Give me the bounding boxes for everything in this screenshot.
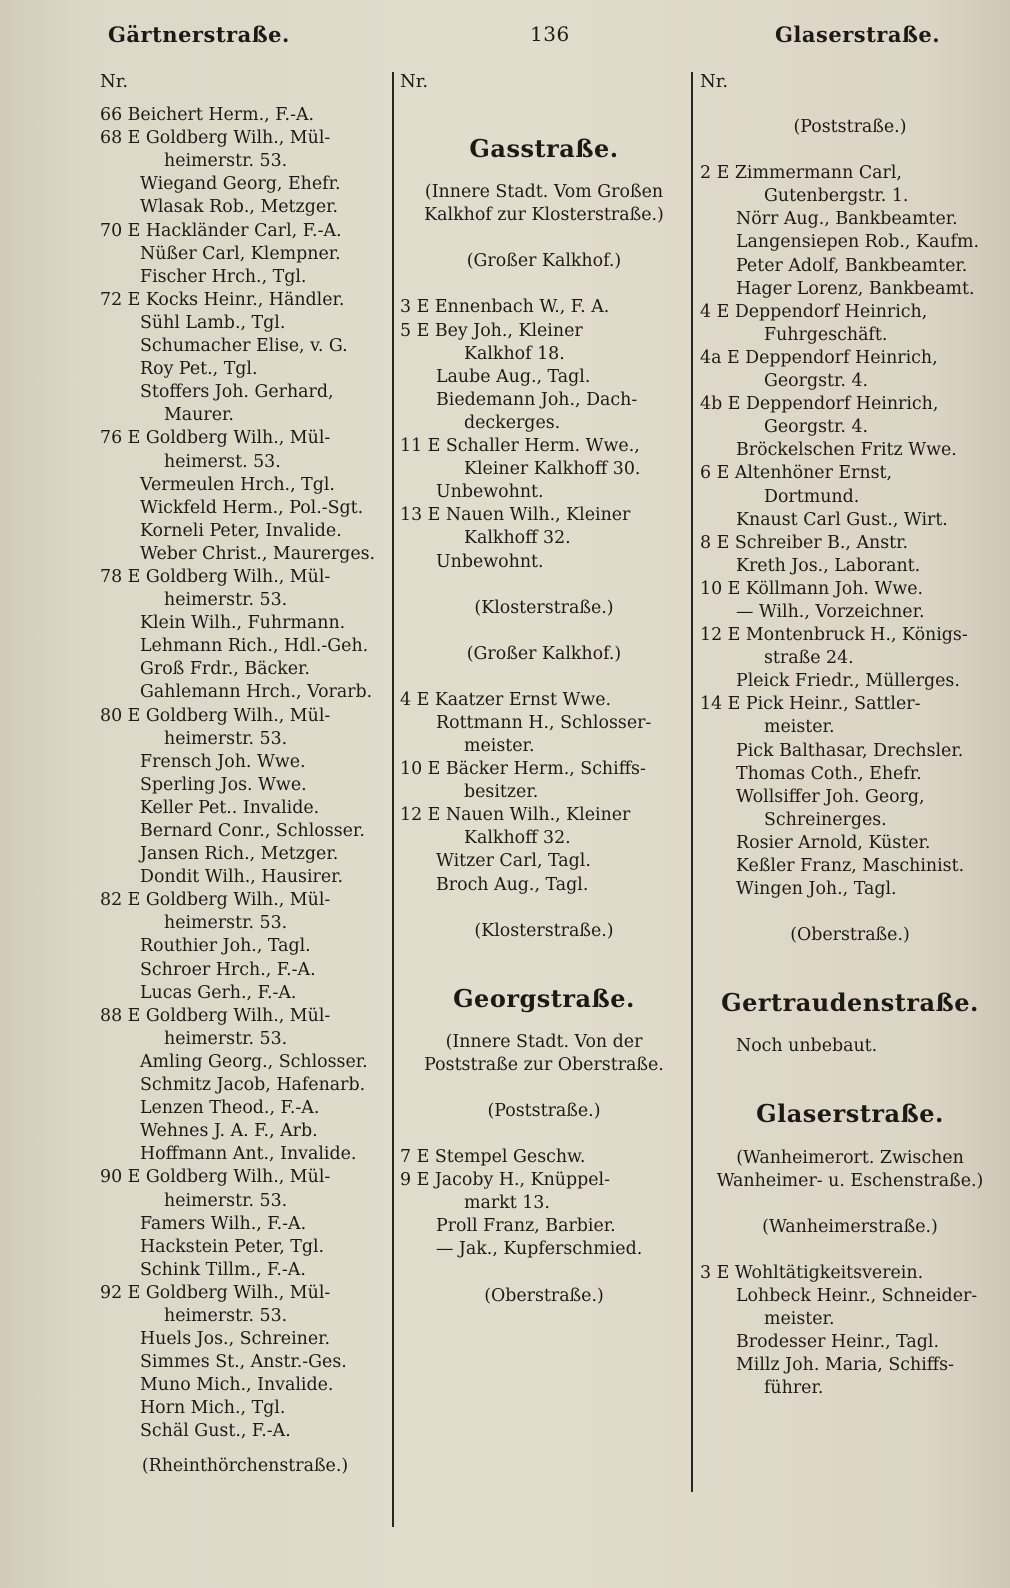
running-header-right: Glaserstraße. [775,22,941,47]
list-item: Schroer Hrch., F.-A. [140,959,316,980]
list-item: 12 E Nauen Wilh., Kleiner [400,805,631,826]
list-item: 12 E Montenbruck H., Königs- [700,625,968,646]
list-item: 13 E Nauen Wilh., Kleiner [400,505,631,526]
list-item: 10 E Bäcker Herm., Schiffs- [400,759,646,780]
list-item: Dondit Wilh., Hausirer. [140,867,344,888]
street-description: (Innere Stadt. Vom Großen [424,182,664,203]
column-divider [691,72,693,1492]
list-item: Rottmann H., Schlosser- [436,712,652,733]
list-item: heimerstr. 53. [164,151,288,172]
list-item: 4 E Deppendorf Heinrich, [700,301,928,322]
list-item: Kreth Jos., Laborant. [736,555,921,576]
list-item: 3 E Ennenbach W., F. A. [400,297,610,318]
street-heading: Glaserstraße. [756,1099,944,1129]
list-item: Biedemann Joh., Dach- [436,389,638,410]
list-item: Simmes St., Anstr.-Ges. [140,1352,347,1373]
list-item: führer. [764,1378,824,1399]
list-item: 72 E Kocks Heinr., Händler. [100,289,345,310]
list-item: Schink Tillm., F.-A. [140,1259,306,1280]
street-heading: Georgstraße. [453,983,635,1013]
nr-label: Nr. [100,71,129,92]
list-item: 78 E Goldberg Wilh., Mül- [100,566,331,587]
list-item: deckerges. [464,412,561,433]
column-divider [392,72,394,1527]
list-item: Millz Joh. Maria, Schiffs- [736,1355,954,1376]
street-description: Wanheimer- u. Eschenstraße.) [716,1170,984,1191]
list-item: Amling Georg., Schlosser. [140,1051,368,1072]
list-item: Wickfeld Herm., Pol.-Sgt. [140,497,364,518]
list-item: Schmitz Jacob, Hafenarb. [140,1075,366,1096]
list-item: Lucas Gerh., F.-A. [140,982,297,1003]
list-item: Routhier Joh., Tagl. [140,936,311,957]
list-item: Broch Aug., Tagl. [436,874,589,895]
page-number: 136 [530,22,570,46]
list-item: Nörr Aug., Bankbeamter. [736,209,958,230]
list-item: 4 E Kaatzer Ernst Wwe. [400,689,612,710]
cross-street: (Oberstraße.) [484,1285,604,1306]
list-item: Schreinerges. [764,809,887,830]
list-item: Wollsiffer Joh. Georg, [736,786,925,807]
list-item: 11 E Schaller Herm. Wwe., [400,436,640,457]
list-item: Witzer Carl, Tagl. [436,851,591,872]
cross-street: (Klosterstraße.) [474,597,614,618]
list-item: 4b E Deppendorf Heinrich, [700,394,939,415]
street-description: Poststraße zur Oberstraße. [424,1054,664,1075]
list-item: Maurer. [164,405,234,426]
list-item: markt 13. [464,1193,550,1214]
list-item: 3 E Wohltätigkeitsverein. [700,1262,924,1283]
list-item: straße 24. [764,648,854,669]
list-item: Hager Lorenz, Bankbeamt. [736,278,975,299]
list-item: Keller Pet.. Invalide. [140,797,320,818]
list-item: Jansen Rich., Metzger. [140,844,339,865]
nr-label: Nr. [700,71,729,92]
nr-label: Nr. [400,71,429,92]
list-item: 10 E Köllmann Joh. Wwe. [700,578,924,599]
list-item: Keßler Franz, Maschinist. [736,856,965,876]
cross-street: (Poststraße.) [487,1101,601,1121]
list-item: heimerstr. 53. [164,1190,288,1211]
list-item: Fuhrgeschäft. [764,324,888,345]
list-item: Nüßer Carl, Klempner. [140,243,341,264]
list-item: besitzer. [464,782,539,803]
list-item: Bernard Conr., Schlosser. [140,821,365,841]
list-item: Sühl Lamb., Tgl. [140,312,286,333]
street-heading: Gasstraße. [469,134,619,164]
list-item: Laube Aug., Tagl. [436,366,591,387]
list-item: Gutenbergstr. 1. [764,186,909,207]
street-description: (Wanheimerort. Zwischen [736,1147,964,1168]
list-item: meister. [764,717,835,738]
list-item: Gahlemann Hrch., Vorarb. [140,682,373,703]
cross-street: (Rheinthörchenstraße.) [141,1455,349,1476]
list-item: Famers Wilh., F.-A. [140,1213,307,1234]
list-item: Wingen Joh., Tagl. [736,879,897,900]
list-item: heimerstr. 53. [164,913,288,934]
list-item: 66 Beichert Herm., F.-A. [100,105,315,126]
list-item: Peter Adolf, Bankbeamter. [736,255,968,276]
list-item: Lenzen Theod., F.-A. [140,1098,320,1119]
cross-street: (Großer Kalkhof.) [466,643,622,664]
list-item: heimerstr. 53. [164,1028,288,1049]
list-item: Wehnes J. A. F., Arb. [140,1121,318,1142]
list-item: Lohbeck Heinr., Schneider- [736,1285,978,1306]
list-item: Pick Balthasar, Drechsler. [736,740,964,761]
list-item: heimerstr. 53. [164,728,288,749]
street-heading: Gertraudenstraße. [721,988,979,1018]
list-item: 76 E Goldberg Wilh., Mül- [100,428,331,449]
list-item: Muno Mich., Invalide. [140,1375,334,1396]
list-item: 6 E Altenhöner Ernst, [700,463,893,484]
list-item: Korneli Peter, Invalide. [140,520,342,541]
list-item: Horn Mich., Tgl. [140,1398,286,1419]
list-item: Pleick Friedr., Müllerges. [736,671,960,692]
list-item: meister. [764,1309,835,1330]
list-item: 8 E Schreiber B., Anstr. [700,532,909,553]
list-item: — Jak., Kupferschmied. [436,1239,643,1260]
list-item: 80 E Goldberg Wilh., Mül- [100,705,331,726]
list-item: Fischer Hrch., Tgl. [140,266,307,287]
column-2 [400,70,688,1308]
list-item: Hoffmann Ant., Invalide. [140,1144,357,1165]
list-item: Weber Christ., Maurerges. [140,543,376,564]
list-item: Groß Frdr., Bäcker. [140,659,310,680]
list-item: 70 E Hackländer Carl, F.-A. [100,220,342,241]
list-item: heimerstr. 53. [164,1305,288,1326]
list-item: Schumacher Elise, v. G. [140,336,348,357]
list-item: Brodesser Heinr., Tagl. [736,1332,940,1353]
cross-street: (Oberstraße.) [790,925,910,946]
column-1 [100,70,390,1478]
cross-street: (Klosterstraße.) [474,920,614,941]
list-item: Frensch Joh. Wwe. [140,751,306,772]
list-item: Unbewohnt. [436,482,544,503]
list-item: Thomas Coth., Ehefr. [736,763,922,784]
list-item: Kalkhoff 32. [464,528,571,549]
column-3 [700,70,1000,1400]
list-item: meister. [464,735,535,756]
list-item: Hackstein Peter, Tgl. [140,1236,325,1257]
list-item: Klein Wilh., Fuhrmann. [140,613,346,634]
list-item: 2 E Zimmermann Carl, [700,163,902,184]
street-description: Kalkhof zur Klosterstraße.) [424,205,664,226]
list-item: Kalkhof 18. [464,343,565,364]
list-item: 68 E Goldberg Wilh., Mül- [100,128,331,149]
list-item: Wiegand Georg, Ehefr. [140,174,341,195]
cross-street: (Poststraße.) [793,117,907,138]
list-item: 88 E Goldberg Wilh., Mül- [100,1005,331,1026]
cross-street: (Großer Kalkhof.) [466,251,622,272]
list-item: Stoffers Joh. Gerhard, [140,382,334,403]
street-description: (Innere Stadt. Von der [445,1031,643,1052]
list-item: heimerstr. 53. [164,590,288,611]
list-item: 14 E Pick Heinr., Sattler- [700,694,921,715]
list-item: Huels Jos., Schreiner. [140,1329,331,1350]
list-item: 5 E Bey Joh., Kleiner [400,320,583,341]
list-item: Kalkhoff 32. [464,828,571,849]
list-item: 90 E Goldberg Wilh., Mül- [100,1167,331,1188]
list-item: Sperling Jos. Wwe. [140,774,307,795]
list-item: Schäl Gust., F.-A. [140,1421,291,1442]
running-header-left: Gärtnerstraße. [108,22,290,47]
list-item: heimerst. 53. [164,451,281,472]
list-item: — Wilh., Vorzeichner. [736,601,925,622]
list-item: 82 E Goldberg Wilh., Mül- [100,890,331,911]
list-item: 7 E Stempel Geschw. [400,1147,586,1168]
list-item: Knaust Carl Gust., Wirt. [736,509,948,530]
list-item: Rosier Arnold, Küster. [736,832,931,853]
list-item: Kleiner Kalkhoff 30. [464,459,641,480]
cross-street: (Wanheimerstraße.) [762,1216,938,1237]
list-item: Wlasak Rob., Metzger. [140,197,339,218]
list-item: Vermeulen Hrch., Tgl. [140,474,335,495]
list-item: Langensiepen Rob., Kaufm. [736,232,979,253]
list-item: 92 E Goldberg Wilh., Mül- [100,1282,331,1303]
list-item: 4a E Deppendorf Heinrich, [700,347,938,368]
list-item: Lehmann Rich., Hdl.-Geh. [140,636,369,657]
list-item: Dortmund. [764,486,860,507]
list-item: Proll Franz, Barbier. [436,1216,616,1237]
street-note: Noch unbebaut. [736,1036,878,1057]
list-item: Georgstr. 4. [764,371,869,392]
list-item: Unbewohnt. [436,551,544,572]
list-item: Georgstr. 4. [764,417,869,438]
list-item: Bröckelschen Fritz Wwe. [736,440,957,461]
list-item: 9 E Jacoby H., Knüppel- [400,1170,610,1191]
list-item: Roy Pet., Tgl. [140,359,258,380]
